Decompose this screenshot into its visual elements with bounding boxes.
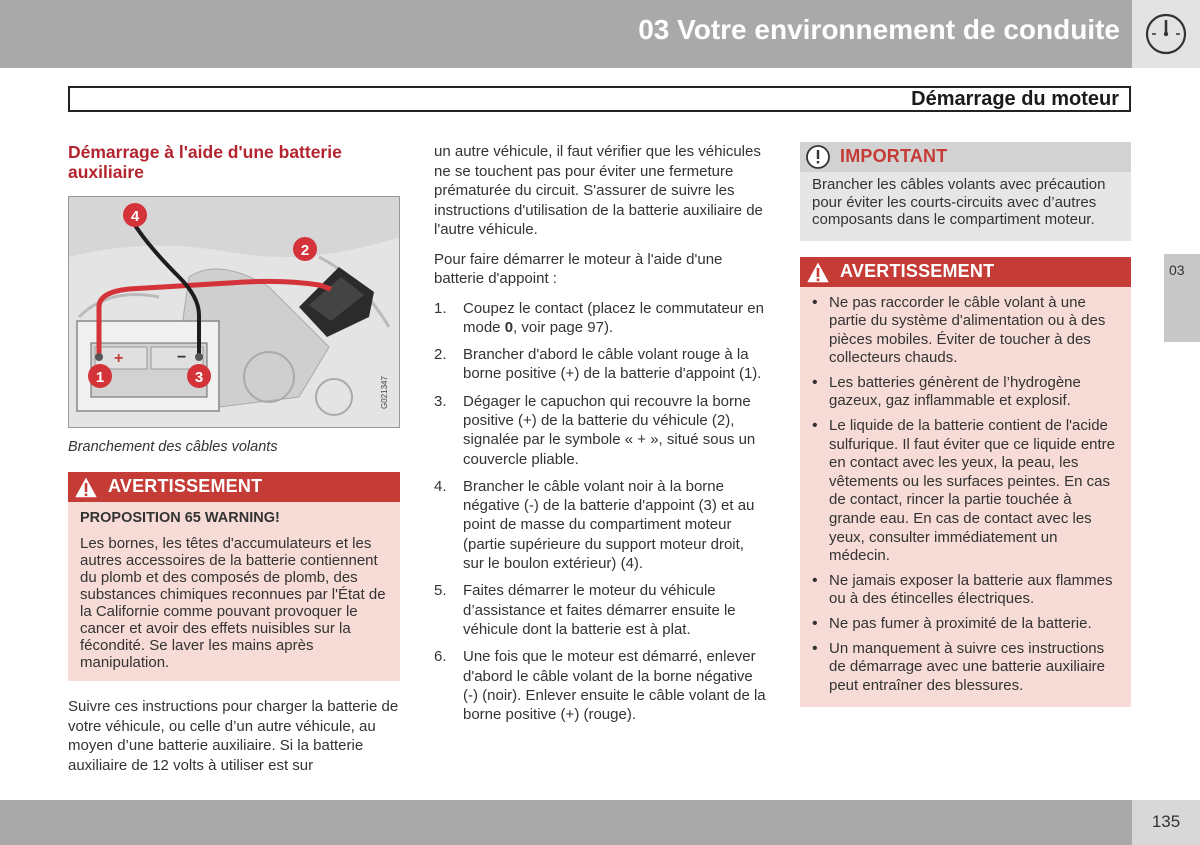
list-item: • Ne pas raccorder le câble volant à une partie du système d'alimentation ou à des pièces mobiles. Éviter de toucher à des collecteurs chauds.: [800, 294, 1119, 368]
column-left: [68, 142, 400, 775]
list-item: • Ne jamais exposer la batterie aux flammes ou à des étincelles électriques.: [800, 572, 1119, 609]
section-header: [68, 86, 1131, 112]
important-header: [800, 142, 1131, 172]
column-middle: [434, 142, 766, 732]
list-item: [434, 299, 766, 338]
step-text: Brancher d'abord le câble volant rouge à la borne positive (+) de la batterie d'appoint (1).: [463, 346, 762, 383]
chapter-header: [0, 0, 1132, 68]
warning-header: [800, 257, 1131, 287]
step-number: 1.: [434, 299, 447, 317]
step-text: Coupez le contact (placez le commutateur en mode: [463, 299, 764, 336]
list-item: [434, 477, 766, 573]
important-text: Brancher les câbles volants avec précaution pour éviter les courts-circuits avec d’autres composants dans le compartiment moteur.: [812, 176, 1106, 228]
section-heading: Démarrage à l'aide d'une batterie auxiliaire: [68, 142, 342, 182]
step-text: Faites démarrer le moteur du véhicule d’assistance et faites démarrer ensuite le véhicule dont la batterie est à plat.: [463, 582, 736, 638]
page-number-box: [1132, 800, 1200, 845]
steps-list: [434, 299, 766, 725]
column-right: [800, 142, 1131, 707]
list-item: • Le liquide de la batterie contient de l'acide sulfurique. Il faut éviter que ce liquide entre en contact avec les yeux, la peau, les vêtements ou les surfaces peintes. En cas de contact, rincer la partie touchée à grande eau. En cas de contact avec les yeux, consulter immédiatement un médecin.: [800, 417, 1119, 566]
callout-3: 3: [194, 369, 204, 386]
warning-triangle-icon: [72, 474, 100, 500]
step-number: 6.: [434, 648, 447, 666]
battery-plus-symbol: +: [114, 350, 124, 367]
callout-4: 4: [130, 208, 140, 225]
page-number: 135: [1151, 812, 1181, 831]
list-item: [434, 345, 766, 384]
exclamation-circle-icon: [804, 144, 832, 170]
warning-subtitle: PROPOSITION 65 WARNING!: [80, 510, 280, 526]
list-item: • Les batteries génèrent de l’hydrogène gazeux, gaz inflammable et explosif.: [800, 374, 1119, 411]
step-number: 4.: [434, 477, 447, 495]
callout-1: 1: [95, 369, 105, 386]
list-item: [434, 581, 766, 639]
chapter-side-tab[interactable]: [1164, 254, 1200, 342]
step-number: 2.: [434, 346, 447, 364]
figure-caption: Branchement des câbles volants: [68, 439, 278, 455]
warning-title: AVERTISSEMENT: [840, 260, 995, 281]
step-text: Dégager le capuchon qui recouvre la borne positive (+) de la batterie du véhicule (2), signalée par le symbole « + », situé sous un couvercle pliable.: [463, 392, 756, 468]
footer-bar: [0, 800, 1200, 845]
warning-triangle-icon: [804, 259, 832, 285]
prop65-warning-box: [68, 472, 400, 681]
engine-bay-illustration: [69, 197, 399, 427]
list-item: • Un manquement à suivre ces instructions de démarrage avec une batterie auxiliaire peut entraîner des blessures.: [800, 640, 1119, 696]
step-number: 3.: [434, 392, 447, 410]
hazard-warning-box: [800, 257, 1131, 708]
figure-code: G021347: [380, 376, 389, 409]
paragraph-steps-intro: Pour faire démarrer le moteur à l'aide d'une batterie d'appoint :: [434, 250, 723, 287]
warning-title: AVERTISSEMENT: [108, 476, 263, 496]
paragraph-continued: un autre véhicule, il faut vérifier que les véhicules ne se touchent pas pour éviter une fermeture prématurée du circuit. S'assurer de suivre les instructions d'utilisation de la batterie auxiliaire de l'autre véhicule.: [434, 143, 763, 238]
speedometer-icon: [1132, 0, 1200, 68]
list-item: [434, 392, 766, 469]
important-box: [800, 142, 1131, 241]
warning-text: Les bornes, les têtes d'accumulateurs et les autres accessoires de la batterie contiennent du plomb et des composés de plomb, des substances chimiques reconnues par l'État de la Californie comme pouvant provoquer le cancer et avoir des effets nuisibles sur la fécondité. Se laver les mains après manipulation.: [80, 535, 386, 671]
step-text: Brancher le câble volant noir à la borne négative (-) de la batterie d'appoint (3) et au point de masse du compartiment moteur (partie supérieure du support moteur droit, sur le boulon extérieur) (4).: [463, 477, 755, 573]
section-title: Démarrage du moteur: [911, 88, 1119, 110]
step-number: 5.: [434, 582, 447, 600]
important-title: IMPORTANT: [840, 146, 948, 166]
chapter-title: 03 Votre environnement de conduite: [638, 14, 1120, 45]
warning-header: [68, 472, 400, 502]
jump-start-figure: [68, 196, 400, 428]
step-text-end: , voir page 97).: [513, 318, 614, 336]
battery-minus-symbol: −: [177, 349, 187, 366]
intro-paragraph: Suivre ces instructions pour charger la batterie de votre véhicule, ou celle d’un autre véhicule, au moyen d’une batterie auxiliaire. Si la batterie auxiliaire de 12 volts à utiliser est sur: [68, 698, 399, 774]
step-text: Une fois que le moteur est démarré, enlever d'abord le câble volant de la borne négative (-) (noir). Enlever ensuite le câble volant de la borne positive (+) (rouge).: [463, 648, 766, 724]
list-item: [434, 647, 766, 724]
list-item: • Ne pas fumer à proximité de la batterie.: [800, 615, 1119, 634]
callout-2: 2: [300, 242, 310, 259]
step-bold: 0: [504, 318, 514, 336]
side-tab-label: 03: [1169, 262, 1185, 278]
warning-bullets: [800, 294, 1119, 696]
